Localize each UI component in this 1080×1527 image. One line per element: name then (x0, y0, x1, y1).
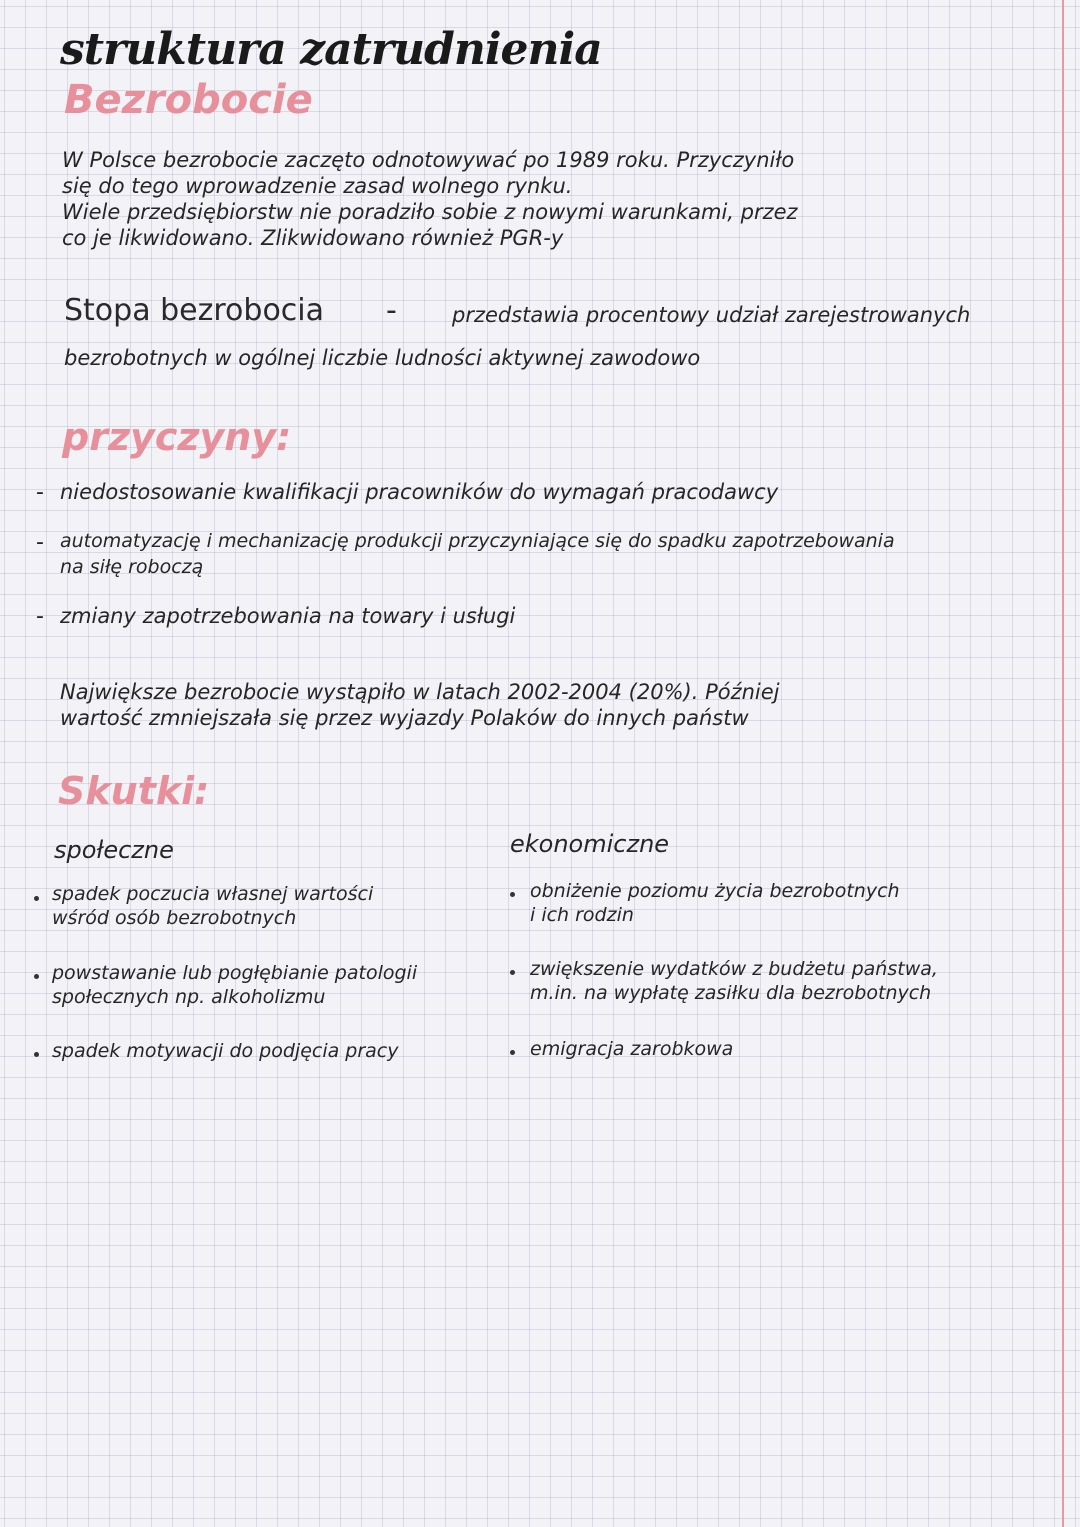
definition-dash: - (386, 293, 397, 328)
intro-line-4: co je likwidowano. Zlikwidowano również PGR-y (62, 226, 564, 250)
bullet-dot (34, 1052, 39, 1057)
intro-line-3: Wiele przedsiębiorstw nie poradziło sobie z nowymi warunkami, przez (62, 200, 798, 224)
section-heading-bezrobocie: Bezrobocie (64, 77, 313, 123)
bullet-dot (510, 970, 515, 975)
social-effect-1-line-1: spadek poczucia własnej wartości (52, 883, 374, 905)
causes-heading: przyczyny: (62, 415, 292, 459)
economic-effect-2-line-1: zwiększenie wydatków z budżetu państwa, (530, 958, 938, 980)
social-effect-2-line-2: społecznych np. alkoholizmu (52, 986, 326, 1008)
peak-line-2: wartość zmniejszała się przez wyjazdy Polaków do innych państw (60, 706, 749, 730)
definition-term: Stopa bezrobocia (64, 293, 325, 328)
cause-1: niedostosowanie kwalifikacji pracowników do wymagań pracodawcy (60, 480, 779, 504)
peak-line-1: Największe bezrobocie wystąpiło w latach 2002-2004 (20%). Później (60, 680, 780, 704)
dash-bullet: - (36, 530, 44, 555)
margin-line (1062, 0, 1064, 1527)
social-effect-1-line-2: wśród osób bezrobotnych (52, 907, 297, 929)
intro-line-2: się do tego wprowadzenie zasad wolnego rynku. (62, 174, 573, 198)
economic-effects-heading: ekonomiczne (510, 830, 670, 858)
cause-3: zmiany zapotrzebowania na towary i usługi (60, 604, 516, 628)
effects-heading: Skutki: (58, 769, 210, 813)
bullet-dot (510, 1050, 515, 1055)
dash-bullet: - (36, 604, 44, 629)
social-effect-2-line-1: powstawanie lub pogłębianie patologii (52, 962, 418, 984)
cause-2-line-1: automatyzację i mechanizację produkcji przyczyniające się do spadku zapotrzebowania (60, 530, 895, 552)
dash-bullet: - (36, 480, 44, 505)
social-effects-heading: społeczne (54, 836, 174, 864)
social-effect-3: spadek motywacji do podjęcia pracy (52, 1040, 399, 1062)
economic-effect-3: emigracja zarobkowa (530, 1038, 734, 1060)
bullet-dot (34, 896, 39, 901)
economic-effect-1-line-1: obniżenie poziomu życia bezrobotnych (530, 880, 900, 902)
definition-line-2: bezrobotnych w ogólnej liczbie ludności aktywnej zawodowo (64, 346, 701, 370)
cause-2-line-2: na siłę roboczą (60, 556, 204, 578)
economic-effect-1-line-2: i ich rodzin (530, 904, 634, 926)
definition-line-1: przedstawia procentowy udział zarejestrowanych (452, 303, 971, 327)
page-title: struktura zatrudnienia (60, 24, 602, 75)
economic-effect-2-line-2: m.in. na wypłatę zasiłku dla bezrobotnych (530, 982, 932, 1004)
bullet-dot (34, 974, 39, 979)
bullet-dot (510, 892, 515, 897)
intro-line-1: W Polsce bezrobocie zaczęto odnotowywać po 1989 roku. Przyczyniło (62, 148, 795, 172)
